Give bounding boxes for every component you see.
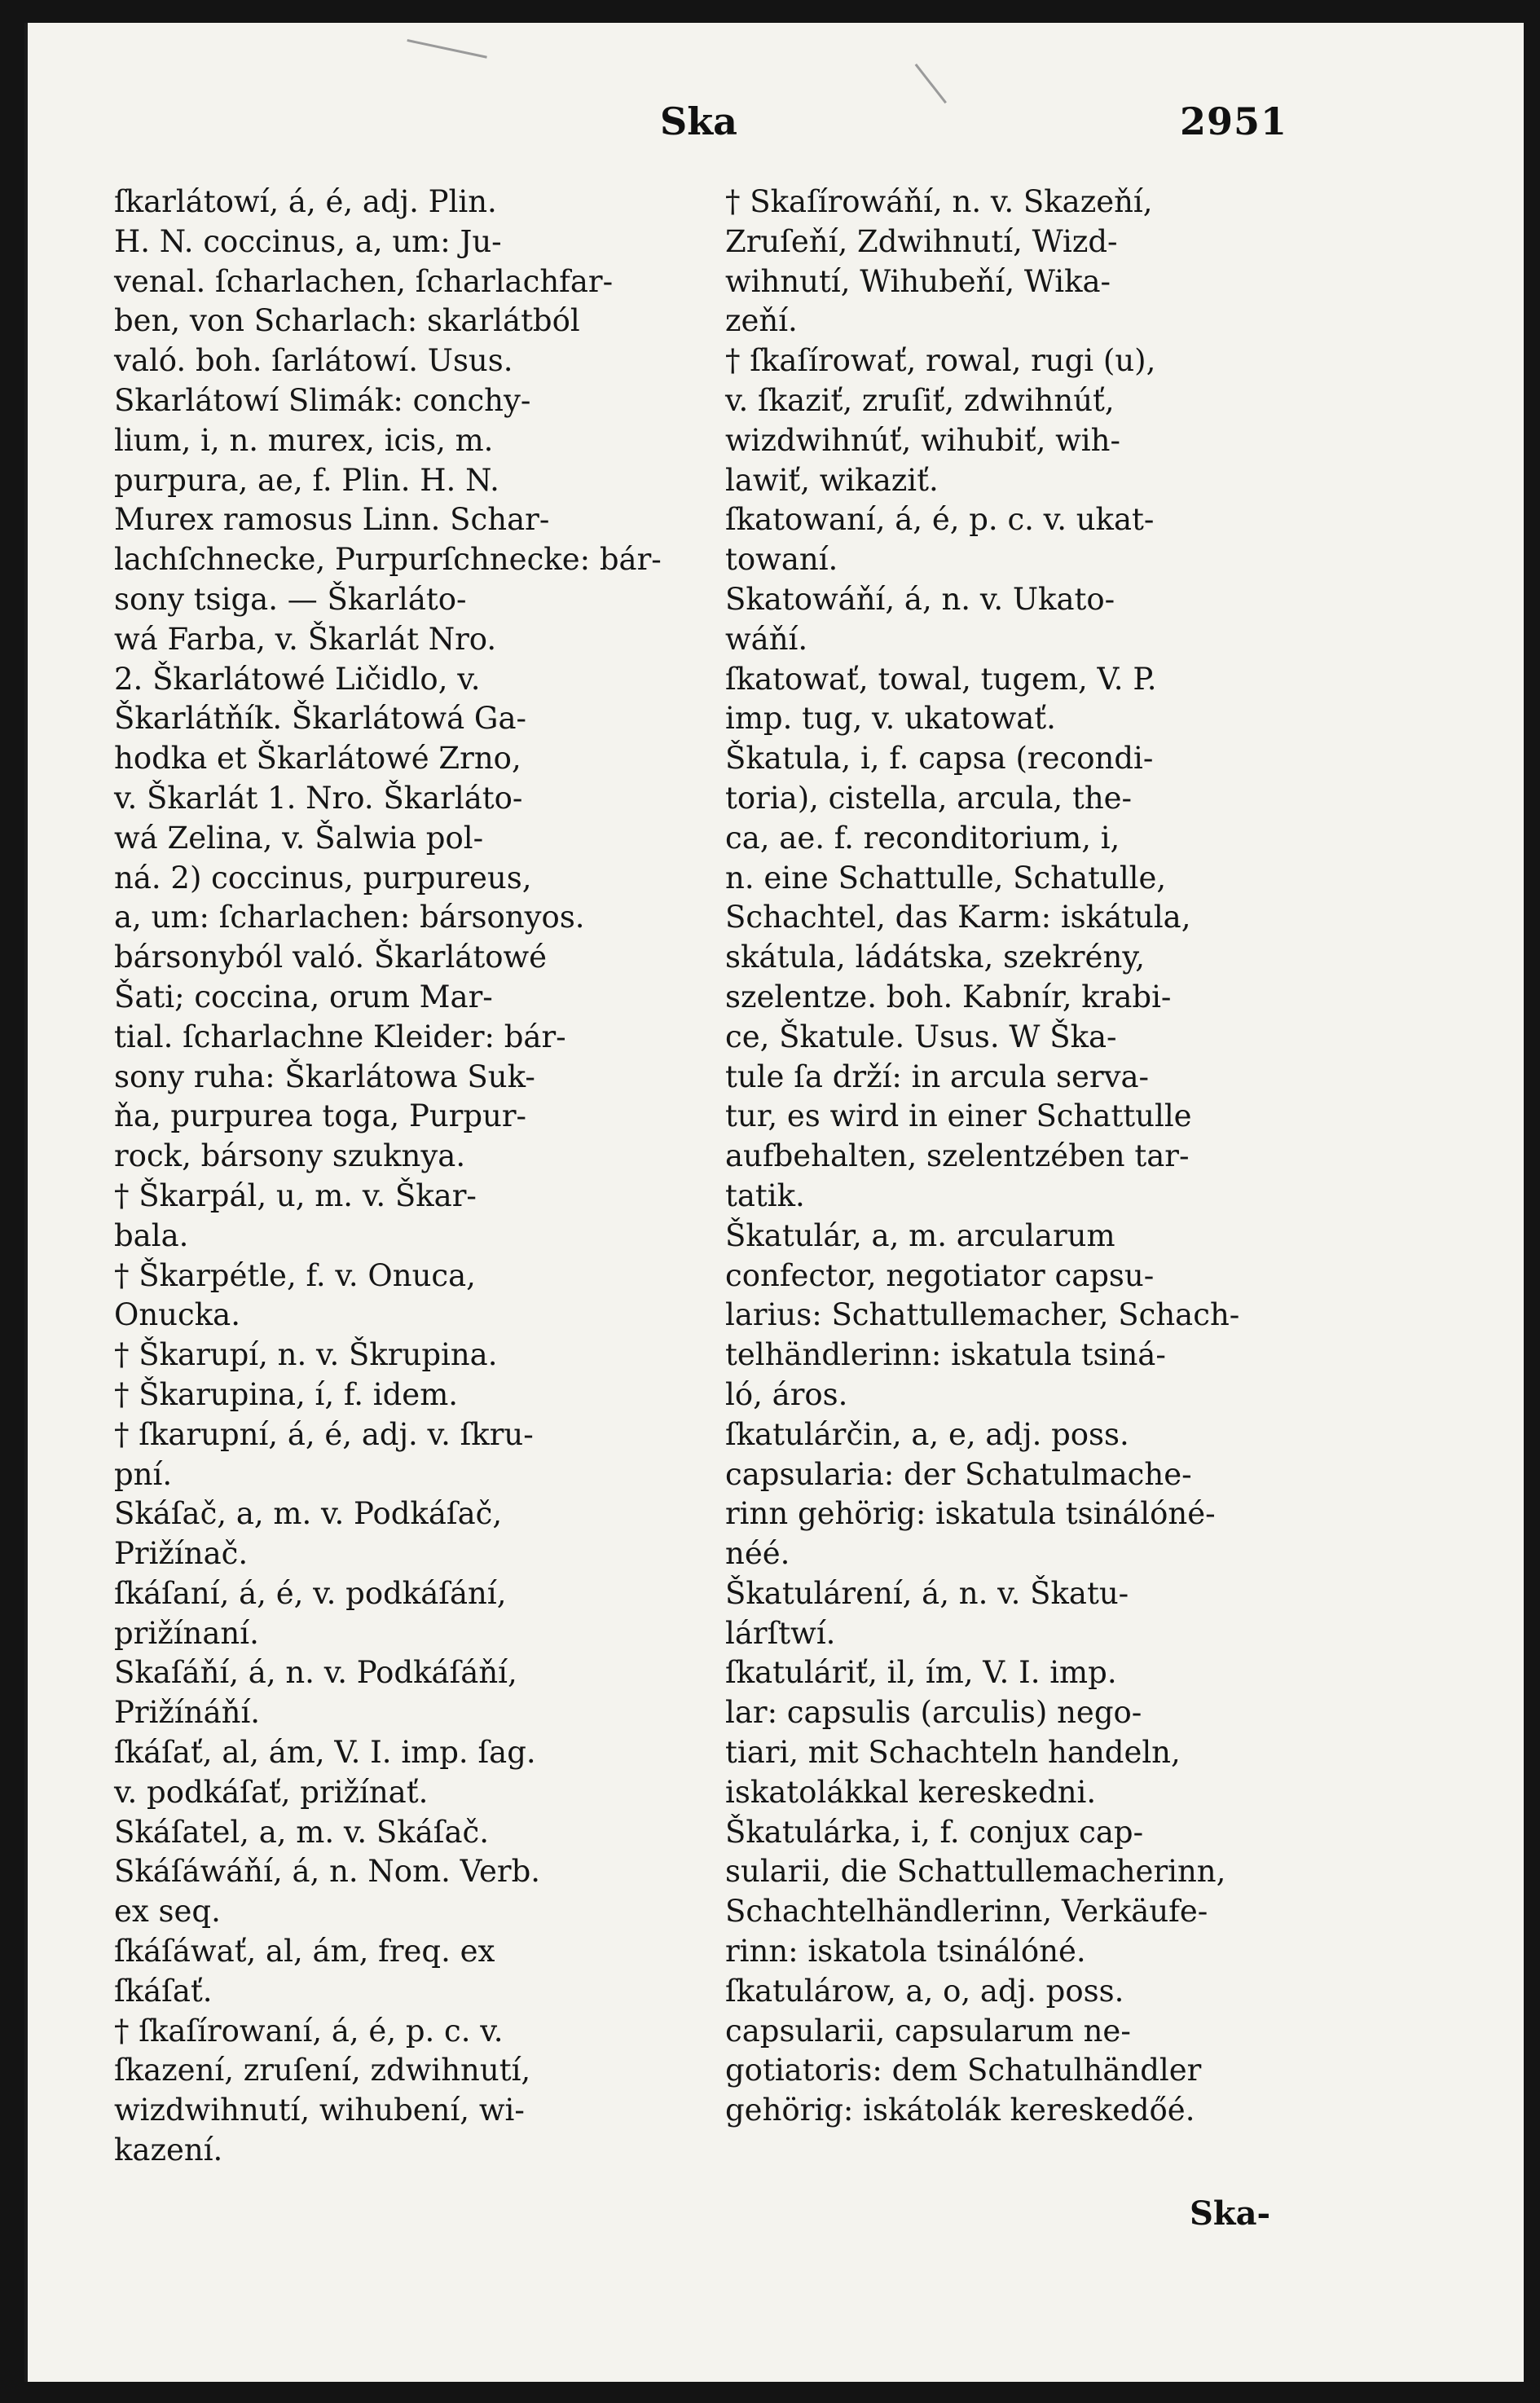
entry-line: Škatulárení, á, n. v. Škatu-: [725, 1575, 1129, 1611]
entry-line: Skáſatel, a, m. v. Skáſač.: [114, 1814, 489, 1850]
entry-line: tur, es wird in einer Schattulle: [725, 1098, 1192, 1134]
entry-line: ſkatulárčin, a, e, adj. poss.: [725, 1416, 1129, 1452]
entry-line: pní.: [114, 1456, 173, 1492]
entry-line: skátula, ládátska, szekrény,: [725, 940, 1146, 975]
entry-line: ben, von Scharlach: skarlátból: [114, 303, 580, 339]
entry-line: sularii, die Schattullemacherinn,: [725, 1854, 1226, 1890]
entry-line: ló, áros.: [725, 1376, 848, 1412]
entry-line: wá Zelina, v. Šalwia pol-: [114, 820, 484, 856]
entry-line: ca, ae. f. reconditorium, i,: [725, 820, 1120, 856]
running-head: Ska: [660, 99, 737, 143]
entry-line: bársonyból való. Škarlátowé: [114, 940, 548, 975]
entry-line: Onucka.: [114, 1297, 240, 1333]
entry-line: aufbehalten, szelentzében tar-: [725, 1138, 1190, 1174]
page-number: 2951: [1180, 99, 1288, 143]
entry-line: v. Škarlát 1. Nro. Škarláto-: [114, 780, 523, 816]
entry-line: gotiatoris: dem Schatulhändler: [725, 2053, 1202, 2088]
entry-line: lium, i, n. murex, icis, m.: [114, 422, 494, 458]
entry-line: ſkazení, zruſení, zdwihnutí,: [114, 2053, 531, 2088]
entry-line: v. podkáſať, prižínať.: [114, 1774, 429, 1810]
entry-line: Schachtel, das Karm: iskátula,: [725, 900, 1191, 935]
entry-line: prižínaní.: [114, 1615, 259, 1651]
entry-line: Schachtelhändlerinn, Verkäufe-: [725, 1894, 1208, 1930]
catchword: Ska-: [1190, 2194, 1271, 2233]
entry-line: ſkáſať, al, ám, V. I. imp. ſag.: [114, 1735, 536, 1771]
entry-line: wá Farba, v. Škarlát Nro.: [114, 621, 497, 657]
entry-line: Škatula, i, f. capsa (recondi-: [725, 741, 1154, 777]
entry-line: lachſchnecke, Purpurſchnecke: bár-: [114, 542, 662, 578]
entry-line: tial. ſcharlachne Kleider: bár-: [114, 1019, 566, 1054]
entry-line: ſkatowať, towal, tugem, V. P.: [725, 661, 1157, 697]
entry-line: Skatowáňí, á, n. v. Ukato-: [725, 581, 1115, 617]
entry-line: ſkarlátowí, á, é, adj. Plin.: [114, 184, 497, 219]
entry-line: lárſtwí.: [725, 1615, 836, 1651]
entry-line: purpura, ae, f. Plin. H. N.: [114, 462, 499, 498]
left-column: [114, 183, 717, 2171]
entry-line: 2. Škarlátowé Ličidlo, v.: [114, 661, 481, 697]
entry-line: † ſkaſírowať, rowal, rugi (u),: [725, 343, 1156, 379]
entry-line: rock, bársony szuknya.: [114, 1138, 466, 1174]
entry-line: iskatolákkal kereskedni.: [725, 1774, 1097, 1810]
entry-line: † Škarupí, n. v. Škrupina.: [114, 1337, 498, 1373]
entry-line: való. boh. ſarlátowí. Usus.: [114, 343, 513, 379]
right-column: [725, 183, 1336, 2131]
entry-line: Murex ramosus Linn. Schar-: [114, 502, 550, 538]
entry-line: néé.: [725, 1536, 790, 1572]
entry-line: capsularii, capsularum ne-: [725, 2013, 1131, 2049]
entry-line: a, um: ſcharlachen: bársonyos.: [114, 900, 585, 935]
entry-line: rinn gehörig: iskatula tsinálóné-: [725, 1496, 1216, 1532]
entry-line: wizdwihnutí, wihubení, wi-: [114, 2093, 525, 2128]
entry-line: † ſkaſírowaní, á, é, p. c. v.: [114, 2013, 504, 2049]
entry-line: towaní.: [725, 542, 838, 578]
entry-line: tatik.: [725, 1177, 805, 1213]
entry-line: † Skaſírowáňí, n. v. Skazeňí,: [725, 184, 1153, 219]
entry-line: † Škarupina, í, f. idem.: [114, 1376, 459, 1412]
entry-line: Skarlátowí Slimák: conchy-: [114, 382, 531, 418]
entry-line: wizdwihnúť, wihubiť, wih-: [725, 422, 1120, 458]
entry-line: Skáſač, a, m. v. Podkáſač,: [114, 1496, 503, 1532]
entry-line: wáňí.: [725, 621, 808, 657]
entry-line: Škatulárka, i, f. conjux cap-: [725, 1814, 1144, 1850]
entry-line: sony tsiga. — Škarláto-: [114, 581, 467, 617]
entry-line: telhändlerinn: iskatula tsiná-: [725, 1337, 1166, 1373]
entry-line: ſkáſáwať, al, ám, freq. ex: [114, 1934, 495, 1969]
entry-line: hodka et Škarlátowé Zrno,: [114, 741, 521, 777]
entry-line: gehörig: iskátolák kereskedőé.: [725, 2093, 1195, 2128]
entry-line: ſkatuláriť, il, ím, V. I. imp.: [725, 1655, 1117, 1691]
entry-line: ſkatowaní, á, é, p. c. v. ukat-: [725, 502, 1155, 538]
entry-line: Skaſáňí, á, n. v. Podkáſáňí,: [114, 1655, 517, 1691]
paper-scratch-mark: [407, 39, 486, 59]
entry-line: larius: Schattullemacher, Schach-: [725, 1297, 1240, 1333]
entry-line: rinn: iskatola tsinálóné.: [725, 1934, 1086, 1969]
entry-line: Zruſeňí, Zdwihnutí, Wizd-: [725, 223, 1118, 259]
entry-line: Škarlátňík. Škarlátowá Ga-: [114, 701, 527, 737]
entry-line: sony ruha: Škarlátowa Suk-: [114, 1058, 535, 1094]
entry-line: kazení.: [114, 2132, 223, 2168]
entry-line: ce, Škatule. Usus. W Ška-: [725, 1019, 1117, 1054]
entry-line: tiari, mit Schachteln handeln,: [725, 1735, 1181, 1771]
entry-line: confector, negotiator capsu-: [725, 1257, 1155, 1293]
entry-line: Skáſáwáňí, á, n. Nom. Verb.: [114, 1854, 541, 1890]
dictionary-page: [24, 23, 1524, 2382]
paper-scratch-mark: [915, 64, 947, 103]
entry-line: ſkáſať.: [114, 1973, 213, 2009]
entry-line: toria), cistella, arcula, the-: [725, 780, 1133, 816]
entry-line: tule ſa drží: in arcula serva-: [725, 1058, 1150, 1094]
entry-line: venal. ſcharlachen, ſcharlachfar-: [114, 263, 614, 299]
entry-line: Šati; coccina, orum Mar-: [114, 979, 493, 1014]
entry-line: Škatulár, a, m. arcularum: [725, 1217, 1115, 1253]
entry-line: Prižínač.: [114, 1536, 249, 1572]
entry-line: ňa, purpurea toga, Purpur-: [114, 1098, 527, 1134]
entry-line: wihnutí, Wihubeňí, Wika-: [725, 263, 1111, 299]
entry-line: ná. 2) coccinus, purpureus,: [114, 860, 532, 896]
entry-line: imp. tug, v. ukatowať.: [725, 701, 1056, 737]
entry-line: zeňí.: [725, 303, 798, 339]
entry-line: † Škarpál, u, m. v. Škar-: [114, 1177, 477, 1213]
entry-line: ſkáſaní, á, é, v. podkáſání,: [114, 1575, 507, 1611]
entry-line: H. N. coccinus, a, um: Ju-: [114, 223, 502, 259]
entry-line: † Škarpétle, f. v. Onuca,: [114, 1257, 476, 1293]
entry-line: Prižínáňí.: [114, 1695, 261, 1731]
entry-line: v. ſkaziť, zruſiť, zdwihnúť,: [725, 382, 1115, 418]
entry-line: lawiť, wikaziť.: [725, 462, 939, 498]
entry-line: n. eine Schattulle, Schatulle,: [725, 860, 1167, 896]
entry-line: ex seq.: [114, 1894, 221, 1930]
entry-line: † ſkarupní, á, é, adj. v. ſkru-: [114, 1416, 534, 1452]
entry-line: bala.: [114, 1217, 189, 1253]
entry-line: capsularia: der Schatulmache-: [725, 1456, 1192, 1492]
page-edge-border: [24, 23, 28, 2382]
entry-line: ſkatulárow, a, o, adj. poss.: [725, 1973, 1124, 2009]
entry-line: szelentze. boh. Kabnír, krabi-: [725, 979, 1172, 1014]
entry-line: lar: capsulis (arculis) nego-: [725, 1695, 1142, 1731]
